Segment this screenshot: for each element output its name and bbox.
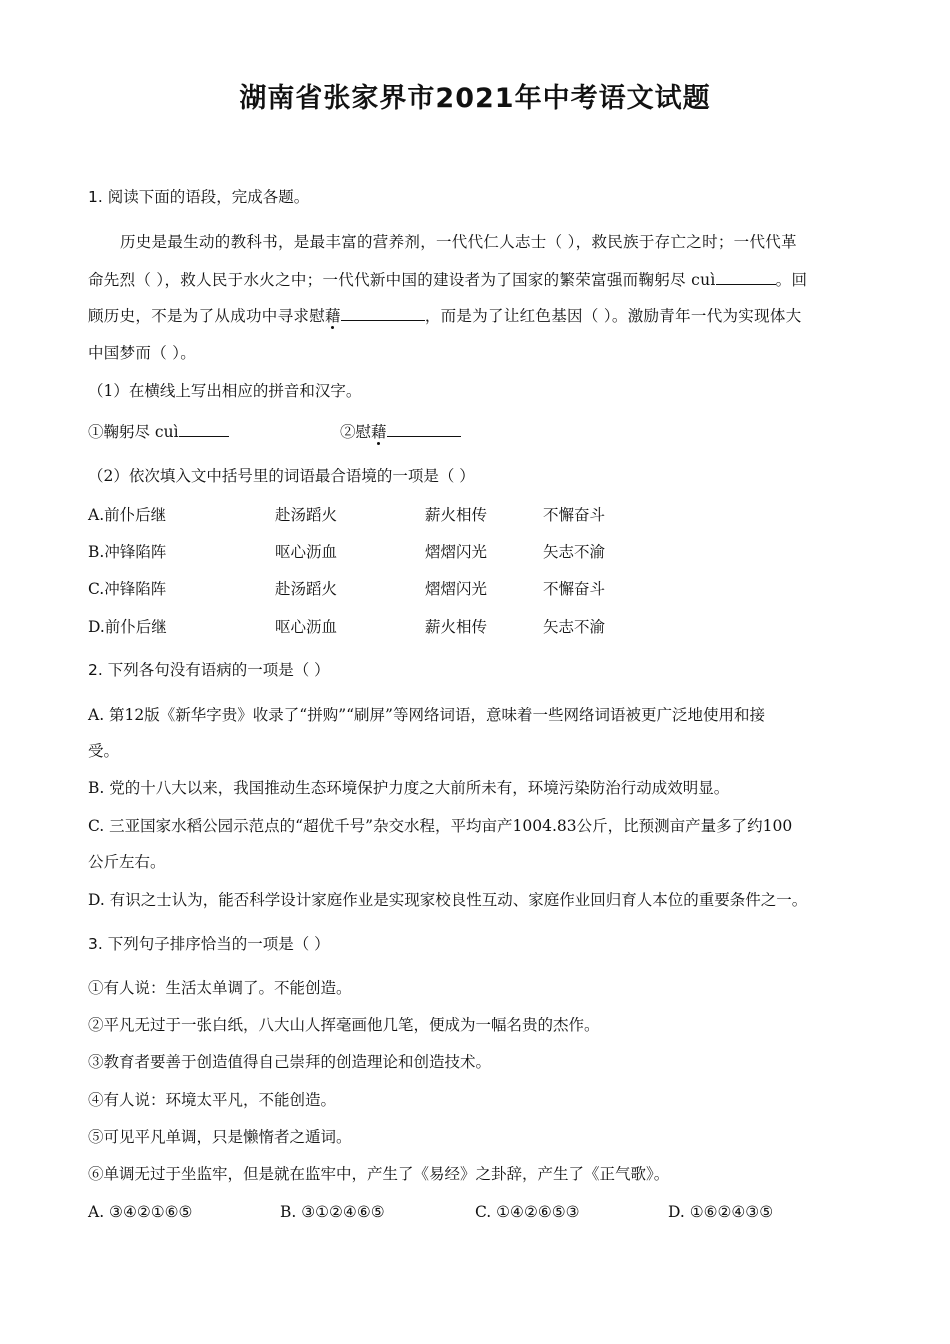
option-c-4: 不懈奋斗	[543, 580, 606, 598]
option-d-1: D.前仆后继	[88, 618, 167, 636]
option-a-1: A.前仆后继	[88, 506, 167, 524]
q3-option-b: B. ③①②④⑥⑤	[280, 1203, 385, 1221]
q3-line-3: ③教育者要善于创造值得自己崇拜的创造理论和创造技术。	[88, 1053, 492, 1071]
q3-line-5: ⑤可见平凡单调，只是懒惰者之遁词。	[88, 1128, 352, 1146]
option-b-4: 矢志不渝	[543, 543, 606, 561]
q2-line-5: 公斤左右。	[88, 853, 166, 871]
sub1-item-b: ②慰藉	[340, 419, 461, 444]
q3-line-2: ②平凡无过于一张白纸，八大山人挥毫画他几笔，便成为一幅名贵的杰作。	[88, 1016, 600, 1034]
passage-line-3: 顾历史，不是为了从成功中寻求慰藉 ，而是为了让红色基因（ ）。激励青年一代为实现体大	[88, 303, 802, 328]
dotted-char: 藉	[325, 307, 341, 325]
q2-line-6: D. 有识之士认为，能否科学设计家庭作业是实现家校良性互动、家庭作业回归育人本位的重要条件之一。	[88, 891, 808, 909]
page-title: 湖南省张家界市2021年中考语文试题	[239, 83, 711, 114]
option-d-2: 呕心沥血	[275, 618, 338, 636]
option-a-3: 薪火相传	[425, 506, 488, 524]
sub1-item-a: ①鞠躬尽 cuì	[88, 419, 229, 444]
option-b-3: 熠熠闪光	[425, 543, 488, 561]
q3-line-6: ⑥单调无过于坐监牢，但是就在监牢中，产生了《易经》之卦辞，产生了《正气歌》。	[88, 1165, 670, 1183]
option-d-4: 矢志不渝	[543, 618, 606, 636]
answer-blank-b	[387, 419, 461, 437]
q3-line-4: ④有人说：环境太平凡，不能创造。	[88, 1091, 337, 1109]
option-a-2: 赴汤蹈火	[275, 506, 338, 524]
blank-jie	[341, 303, 425, 321]
q2-line-2: 受。	[88, 742, 120, 760]
dotted-char-b: 藉	[371, 423, 387, 441]
question-1-stem: 1. 阅读下面的语段，完成各题。	[88, 188, 310, 206]
q3-option-a: A. ③④②①⑥⑤	[88, 1203, 193, 1221]
question-1-sub-2: （2）依次填入文中括号里的词语最合语境的一项是（ ）	[88, 467, 475, 485]
q2-line-1: A. 第12版《新华字贵》收录了“拼购”“刷屏”等网络词语，意味着一些网络词语被更广泛地使用和接	[88, 706, 765, 724]
question-2-stem: 2. 下列各句没有语病的一项是（ ）	[88, 661, 330, 679]
passage-line-2: 命先烈（ ），救人民于水火之中；一代代新中国的建设者为了国家的繁荣富强而鞠躬尽 cuì 。回	[88, 267, 807, 292]
q2-line-4: C. 三亚国家水稻公园示范点的“超优千号”杂交水程，平均亩产1004.83公斤，比预测亩产量多了约100	[88, 817, 793, 835]
question-3-stem: 3. 下列句子排序恰当的一项是（ ）	[88, 935, 330, 953]
blank-cui	[716, 267, 776, 285]
option-c-2: 赴汤蹈火	[275, 580, 338, 598]
q3-line-1: ①有人说：生活太单调了。不能创造。	[88, 979, 352, 997]
q2-line-3: B. 党的十八大以来，我国推动生态环境保护力度之大前所未有，环境污染防治行动成效明显。	[88, 779, 730, 797]
passage-line-4: 中国梦而（ ）。	[88, 344, 197, 362]
answer-blank-a	[179, 419, 229, 437]
passage-line-1: 历史是最生动的教科书，是最丰富的营养剂，一代代仁人志士（ ），救民族于存亡之时；一代代革	[120, 233, 797, 251]
q3-option-c: C. ①④②⑥⑤③	[475, 1203, 580, 1221]
option-c-3: 熠熠闪光	[425, 580, 488, 598]
option-c-1: C.冲锋陷阵	[88, 580, 167, 598]
q3-option-d: D. ①⑥②④③⑤	[668, 1203, 774, 1221]
option-a-4: 不懈奋斗	[543, 506, 606, 524]
question-1-sub-1: （1）在横线上写出相应的拼音和汉字。	[88, 382, 362, 400]
option-b-1: B.冲锋陷阵	[88, 543, 167, 561]
option-b-2: 呕心沥血	[275, 543, 338, 561]
option-d-3: 薪火相传	[425, 618, 488, 636]
